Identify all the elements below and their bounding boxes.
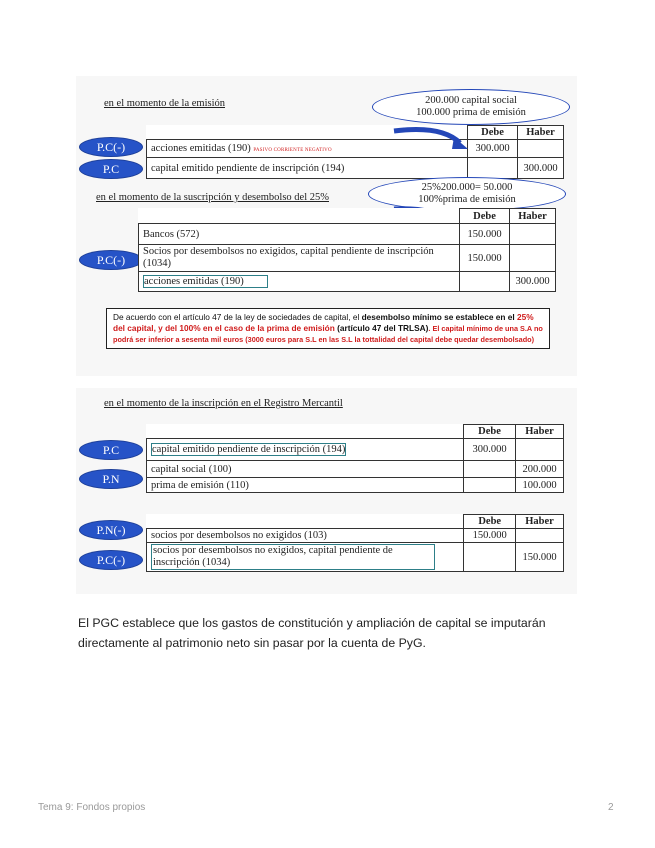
oval-line: 200.000 capital social <box>425 95 517 106</box>
section1-oval-note <box>372 89 570 125</box>
section3-journal-table-2 <box>146 514 564 572</box>
section2-journal-table <box>138 208 556 292</box>
arrow-icon <box>392 125 472 155</box>
section1-heading: en el momento de la emisión <box>104 98 226 109</box>
account-cell: acciones emitidas (190) PASIVO CORRIENTE NEGATIVO <box>147 140 468 158</box>
account-cell: Bancos (572) <box>139 224 460 245</box>
pill-label: P.C(-) <box>80 551 142 569</box>
pill-label: P.C <box>80 160 142 178</box>
haber-cell: 150.000 <box>516 543 564 572</box>
debe-cell <box>464 461 516 478</box>
haber-cell <box>510 224 556 245</box>
section1-journal-table <box>146 125 564 179</box>
account-note: PASIVO CORRIENTE NEGATIVO <box>253 148 332 153</box>
pill-label: P.N <box>80 470 142 488</box>
highlighted-account: capital emitido pendiente de inscripción (194) <box>152 444 346 455</box>
section3-journal-table-1 <box>146 424 564 493</box>
debe-cell: 150.000 <box>460 224 510 245</box>
debe-header: Debe <box>468 126 518 140</box>
debe-cell <box>460 272 510 292</box>
haber-cell <box>518 140 564 158</box>
debe-cell <box>464 478 516 493</box>
debe-cell: 300.000 <box>464 439 516 461</box>
body-paragraph: El PGC establece que los gastos de constitución y ampliación de capital se imputarán directamente al patrimonio neto sin pasar por la cuenta de PyG. <box>78 616 546 650</box>
section2-heading: en el momento de la suscripción y desembolso del 25% <box>96 192 329 203</box>
haber-header: Haber <box>516 515 564 529</box>
account-cell: capital emitido pendiente de inscripción (194) <box>147 158 468 179</box>
legal-note: De acuerdo con el artículo 47 de la ley de sociedades de capital, el desembolso mínimo se establece en el 25% del capital, y del 100% en el caso de la prima de emisión (artículo 47 del TRLSA). El capital mínimo de una S.A no podrá ser inferior a sesenta mil euros (3000 euros para S.L en las S.L la tottalidad del capital debe quedar desembolsado) <box>106 308 550 349</box>
account-cell: Socios por desembolsos no exigidos, capital pendiente de inscripción (1034) <box>139 245 460 272</box>
account-cell: prima de emisión (110) <box>147 478 464 493</box>
account-cell: capital social (100) <box>147 461 464 478</box>
debe-header: Debe <box>464 515 516 529</box>
account-cell <box>147 439 464 461</box>
haber-cell: 100.000 <box>516 478 564 493</box>
haber-cell: 200.000 <box>516 461 564 478</box>
debe-cell <box>464 543 516 572</box>
pill-label: P.C <box>80 441 142 459</box>
haber-cell: 300.000 <box>518 158 564 179</box>
haber-cell <box>516 439 564 461</box>
pill-label: P.C(-) <box>80 138 142 156</box>
account-cell: socios por desembolsos no exigidos (103) <box>147 529 464 543</box>
debe-cell: 300.000 <box>468 140 518 158</box>
debe-cell: 150.000 <box>464 529 516 543</box>
debe-cell <box>468 158 518 179</box>
highlighted-account: socios por desembolsos no exigidos, capital pendiente de inscripción (1034) <box>151 544 435 570</box>
debe-cell: 150.000 <box>460 245 510 272</box>
oval-line: 100.000 prima de emisión <box>416 107 526 118</box>
debe-header: Debe <box>464 425 516 439</box>
haber-header: Haber <box>518 126 564 140</box>
oval-line: 100%prima de emisión <box>418 194 516 205</box>
account-cell <box>147 543 464 572</box>
pill-label: P.N(-) <box>80 521 142 539</box>
oval-line: 25%200.000= 50.000 <box>421 182 513 193</box>
haber-header: Haber <box>516 425 564 439</box>
page-number: 2 <box>608 802 614 813</box>
pill-label: P.C(-) <box>80 251 142 269</box>
debe-header: Debe <box>460 209 510 224</box>
haber-cell <box>516 529 564 543</box>
account-cell <box>139 272 460 292</box>
section3-heading: en el momento de la inscripción en el Registro Mercantil <box>104 398 343 409</box>
haber-cell <box>510 245 556 272</box>
haber-header: Haber <box>510 209 556 224</box>
haber-cell: 300.000 <box>510 272 556 292</box>
footer-title: Tema 9: Fondos propios <box>38 802 146 813</box>
highlighted-account: acciones emitidas (190) <box>143 275 268 288</box>
